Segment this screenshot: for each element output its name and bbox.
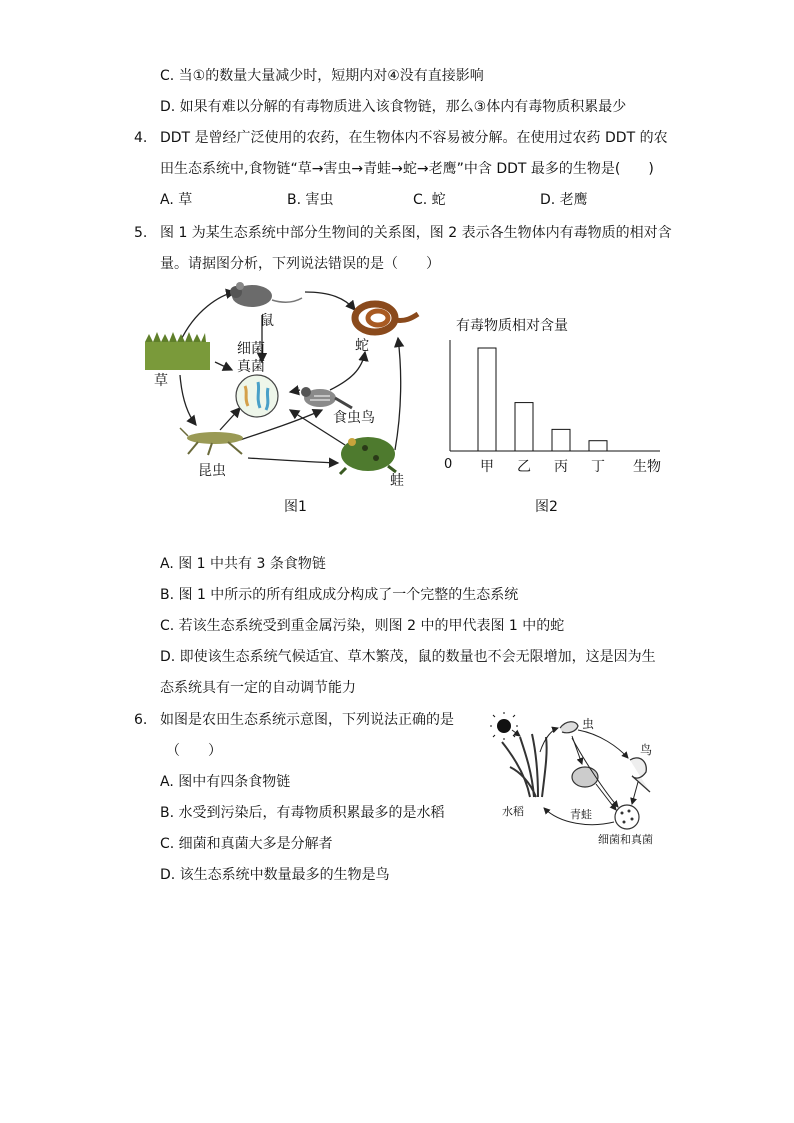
q4-option-a: A. 草 — [160, 192, 193, 208]
insect-icon — [560, 722, 578, 733]
bird-icon — [630, 758, 650, 792]
q6-option-a: A. 图中有四条食物链 — [160, 774, 291, 790]
q5-option-b: B. 图 1 中所示的所有组成成分构成了一个完整的生态系统 — [160, 587, 519, 603]
frog-label: 蛙 — [390, 473, 404, 489]
mouse-illustration — [230, 282, 302, 307]
food-web-figure — [140, 280, 430, 490]
q6-option-c: C. 细菌和真菌大多是分解者 — [160, 836, 333, 852]
y-axis-label: 有毒物质相对含量 — [456, 318, 568, 334]
decomposer-label-1: 细菌 — [237, 341, 265, 357]
decomposer-label-q6: 细菌和真菌 — [598, 833, 653, 846]
bird-label-q6: 鸟 — [640, 743, 653, 757]
insect-label-q6: 虫 — [582, 717, 595, 731]
arrow-grass-insect — [180, 375, 196, 425]
bar-2 — [552, 429, 570, 451]
category-label-0: 甲 — [480, 459, 494, 475]
q5-option-c: C. 若该生态系统受到重金属污染，则图 2 中的甲代表图 1 中的蛇 — [160, 618, 565, 634]
snake-illustration — [355, 304, 418, 332]
rice-label: 水稻 — [502, 805, 524, 818]
bar-1 — [515, 403, 533, 451]
category-label-2: 丙 — [554, 459, 568, 475]
category-label-1: 乙 — [517, 459, 531, 475]
origin-label: 0 — [444, 457, 453, 472]
q5-option-d-line2: 态系统具有一定的自动调节能力 — [160, 680, 356, 696]
rice-illustration — [502, 734, 547, 797]
q3-option-c: C. 当①的数量大量减少时，短期内对④没有直接影响 — [160, 68, 484, 84]
bird-illustration — [301, 387, 352, 408]
frog-label-q6: 青蛙 — [570, 808, 592, 821]
frog-icon — [572, 767, 598, 787]
category-label-3: 丁 — [591, 459, 605, 475]
snake-label: 蛇 — [355, 338, 369, 354]
arrow-grass-decomposer — [215, 362, 232, 370]
bar-3 — [589, 441, 607, 451]
q5-stem-line1: 图 1 为某生态系统中部分生物间的关系图，图 2 表示各生物体内有毒物质的相对含 — [160, 225, 672, 241]
q4-option-d: D. 老鹰 — [540, 192, 588, 208]
q4-number: 4. — [134, 130, 148, 146]
q6-option-b: B. 水受到污染后，有毒物质积累最多的是水稻 — [160, 805, 445, 821]
q6-stem-line2: （ ） — [166, 743, 222, 759]
decomposer-icon — [615, 805, 639, 829]
arrow-mouse-snake — [305, 292, 355, 310]
insect-illustration — [180, 428, 243, 455]
sun-icon — [490, 712, 518, 740]
q5-option-d-line1: D. 即使该生态系统气候适宜、草木繁茂，鼠的数量也不会无限增加，这是因为生 — [160, 649, 656, 665]
q4-stem-line1: DDT 是曾经广泛使用的农药，在生物体内不容易被分解。在使用过农药 DDT 的农 — [160, 130, 668, 146]
bar-0 — [478, 348, 496, 451]
grass-label: 草 — [154, 373, 168, 389]
q6-option-d: D. 该生态系统中数量最多的生物是鸟 — [160, 867, 390, 883]
q3-option-d: D. 如果有难以分解的有毒物质进入该食物链，那么③体内有毒物质积累最少 — [160, 99, 627, 115]
fig1-caption: 图1 — [284, 499, 307, 515]
frog-illustration — [340, 437, 396, 474]
arrow-frog-snake — [395, 338, 401, 450]
q5-option-a: A. 图 1 中共有 3 条食物链 — [160, 556, 326, 572]
toxin-bar-chart — [440, 310, 670, 480]
q6-stem-line1: 如图是农田生态系统示意图，下列说法正确的是 — [160, 712, 454, 728]
arrow-insect-frog — [248, 458, 338, 463]
bird-label: 食虫鸟 — [333, 410, 375, 426]
mouse-label: 鼠 — [260, 313, 274, 329]
x-axis-label: 生物 — [633, 459, 661, 475]
arrow-bird-snake — [330, 352, 365, 390]
insect-label: 昆虫 — [198, 463, 226, 479]
decomposer-label-2: 真菌 — [237, 359, 265, 375]
q4-stem-line2: 田生态系统中,食物链“草→害虫→青蛙→蛇→老鹰”中含 DDT 最多的生物是( ) — [160, 161, 654, 177]
arrow-insect-decomposer — [220, 408, 240, 430]
q5-stem-line2: 量。请据图分析，下列说法错误的是（ ） — [160, 256, 440, 272]
arrow-bird-decomposer — [290, 390, 300, 392]
fig2-caption: 图2 — [535, 499, 558, 515]
q4-option-c: C. 蛇 — [413, 192, 446, 208]
q6-number: 6. — [134, 712, 148, 728]
farmland-ecosystem-figure — [490, 712, 665, 852]
decomposer-illustration — [236, 375, 278, 417]
q5-number: 5. — [134, 225, 148, 241]
grass-illustration — [145, 332, 210, 370]
q4-option-b: B. 害虫 — [287, 192, 334, 208]
